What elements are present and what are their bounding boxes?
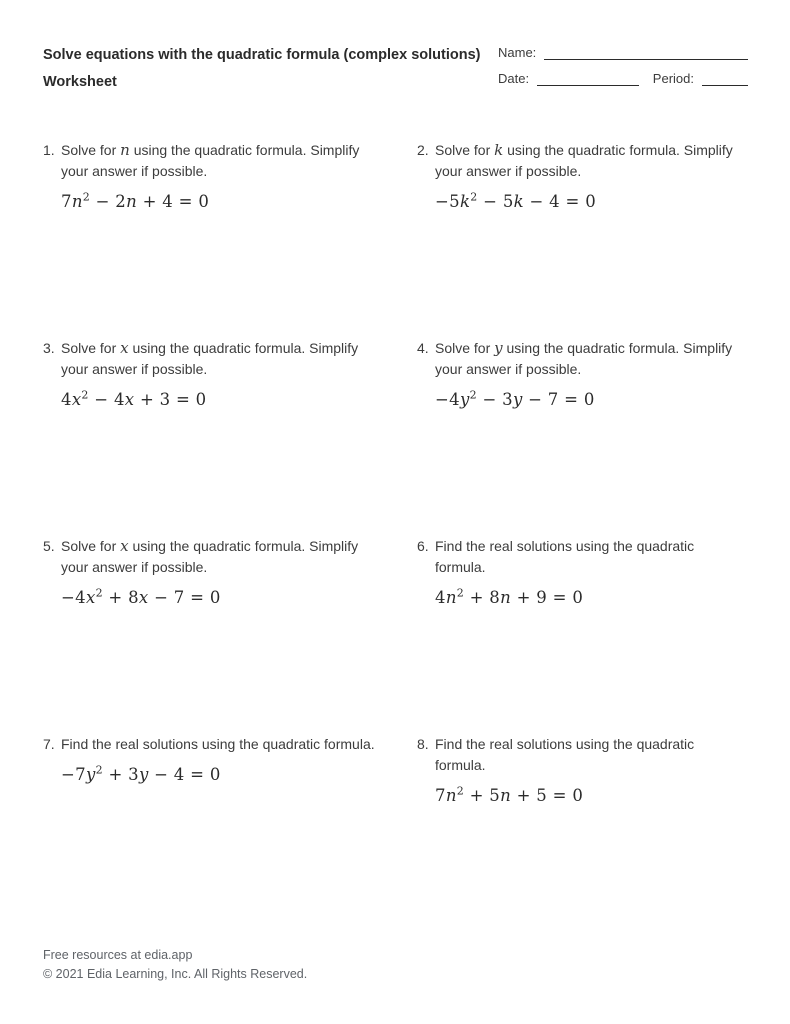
- problem-item: [417, 734, 762, 932]
- problem-prompt: Find the real solutions using the quadratic formula.: [435, 736, 695, 773]
- name-field-row: [498, 44, 748, 60]
- problem-number: 3.: [43, 340, 55, 356]
- problem-number: 7.: [43, 736, 55, 752]
- name-label: Name:: [498, 45, 537, 60]
- problem-equation: $-4x^2 + 8x - 7 = 0$: [61, 586, 221, 607]
- problem-body: [61, 338, 417, 410]
- problem-prompt: Solve for x using the quadratic formula. Simplify your answer if possible.: [61, 339, 359, 377]
- problem-prompt: Find the real solutions using the quadratic formula.: [61, 736, 375, 752]
- problem-equation: $7n^2 - 2n + 4 = 0$: [61, 190, 210, 211]
- title-line-2: Worksheet: [43, 74, 117, 90]
- problem-number: 2.: [417, 142, 429, 158]
- problem-item: [43, 338, 417, 536]
- problem-body: [61, 140, 417, 212]
- period-label: Period:: [652, 71, 694, 86]
- problem-equation: $4n^2 + 8n + 9 = 0$: [435, 586, 584, 607]
- period-blank-line: [702, 73, 748, 86]
- problem-equation: $-7y^2 + 3y - 4 = 0$: [61, 763, 221, 784]
- problem-body: [435, 338, 762, 410]
- problem-body: [435, 536, 762, 608]
- footer-resources-line: Free resources at edia.app: [43, 948, 193, 962]
- problem-equation: $-5k^2 - 5k - 4 = 0$: [435, 190, 597, 211]
- date-period-field-row: [498, 70, 748, 86]
- problem-item: [417, 338, 762, 536]
- problem-number: 5.: [43, 538, 55, 554]
- footer-copyright-line: © 2021 Edia Learning, Inc. All Rights Reserved.: [43, 967, 308, 981]
- problem-item: [43, 734, 417, 932]
- date-blank-line: [537, 73, 639, 86]
- problem-equation: $-4y^2 - 3y - 7 = 0$: [435, 388, 595, 409]
- title-line-1: Solve equations with the quadratic formula (complex solutions): [43, 47, 481, 63]
- problem-prompt: Find the real solutions using the quadratic formula.: [435, 538, 695, 575]
- problem-number: 8.: [417, 736, 429, 752]
- name-blank-line: [544, 47, 748, 60]
- problem-prompt: Solve for n using the quadratic formula. Simplify your answer if possible.: [61, 141, 360, 179]
- problem-number: 1.: [43, 142, 55, 158]
- problem-number: 6.: [417, 538, 429, 554]
- problem-body: [61, 536, 417, 608]
- student-fields: [498, 44, 748, 96]
- page-footer: [43, 946, 307, 984]
- problem-prompt: Solve for x using the quadratic formula. Simplify your answer if possible.: [61, 537, 359, 575]
- problem-item: [417, 536, 762, 734]
- problem-equation: $4x^2 - 4x + 3 = 0$: [61, 388, 207, 409]
- problem-equation: $7n^2 + 5n + 5 = 0$: [435, 784, 584, 805]
- problem-item: [43, 536, 417, 734]
- problem-prompt: Solve for k using the quadratic formula. Simplify your answer if possible.: [435, 141, 733, 179]
- problem-body: [435, 140, 762, 212]
- problem-item: [417, 140, 762, 338]
- problem-number: 4.: [417, 340, 429, 356]
- problems-grid: [43, 140, 762, 932]
- problem-body: [61, 734, 417, 785]
- worksheet-title: [43, 42, 483, 96]
- problem-prompt: Solve for y using the quadratic formula. Simplify your answer if possible.: [435, 339, 733, 377]
- problem-body: [435, 734, 762, 806]
- date-label: Date:: [498, 71, 530, 86]
- problem-item: [43, 140, 417, 338]
